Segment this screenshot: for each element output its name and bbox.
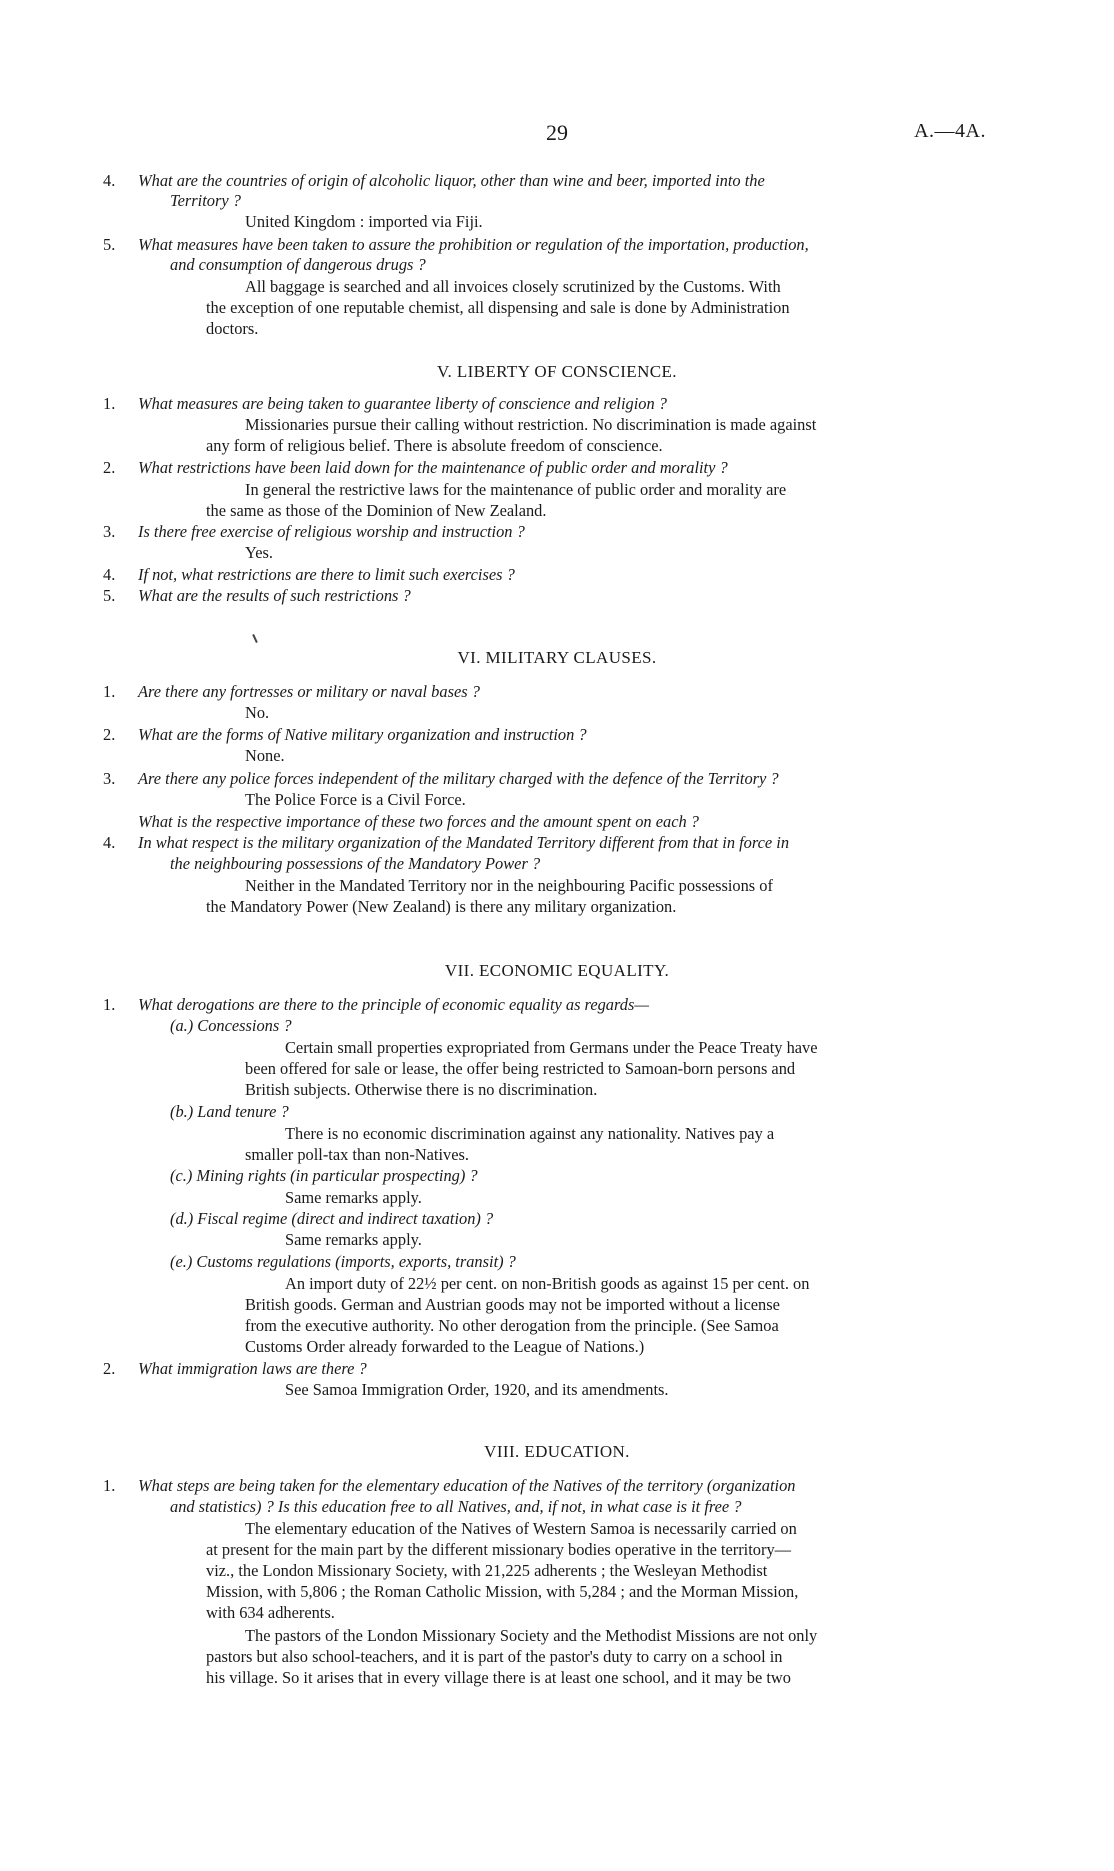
answer-text: doctors. <box>206 319 259 338</box>
answer-text: British goods. German and Austrian goods may not be imported without a license <box>245 1295 780 1314</box>
question-number: 4. <box>103 833 116 852</box>
question-number: 3. <box>103 522 116 541</box>
answer-text: None. <box>245 746 285 765</box>
question-number: 5. <box>103 586 116 605</box>
question-number: 2. <box>103 725 116 744</box>
stray-mark <box>252 634 258 643</box>
question-text: and statistics) ? Is this education free to all Natives, and, if not, in what case is it free ? <box>170 1497 742 1516</box>
body-text: viz., the London Missionary Society, with 21,225 adherents ; the Wesleyan Methodist <box>206 1561 768 1580</box>
answer-text: See Samoa Immigration Order, 1920, and its amendments. <box>285 1380 669 1399</box>
answer-text: In general the restrictive laws for the maintenance of public order and morality are <box>245 480 787 499</box>
answer-text: All baggage is searched and all invoices closely scrutinized by the Customs. With <box>245 277 781 296</box>
question-number: 2. <box>103 1359 116 1378</box>
section-heading: VII. ECONOMIC EQUALITY. <box>444 961 670 980</box>
question-text: What immigration laws are there ? <box>138 1359 367 1378</box>
question-text: Are there any fortresses or military or naval bases ? <box>138 682 480 701</box>
section-heading: VI. MILITARY CLAUSES. <box>457 648 657 667</box>
question-number: 5. <box>103 235 116 254</box>
question-text: Are there any police forces independent of the military charged with the defence of the Territory ? <box>138 769 779 788</box>
question-number: 1. <box>103 682 116 701</box>
question-text: What steps are being taken for the elementary education of the Natives of the territory (organization <box>138 1476 796 1495</box>
answer-text: The Police Force is a Civil Force. <box>245 790 466 809</box>
question-text: the neighbouring possessions of the Mandatory Power ? <box>170 854 541 873</box>
answer-text: No. <box>245 703 270 722</box>
question-text: What derogations are there to the principle of economic equality as regards— <box>138 995 649 1014</box>
question-number: 1. <box>103 995 116 1014</box>
answer-text: Certain small properties expropriated from Germans under the Peace Treaty have <box>285 1038 818 1057</box>
document-reference: A.—4A. <box>914 120 986 142</box>
question-text: Is there free exercise of religious worship and instruction ? <box>138 522 525 541</box>
question-text: What are the forms of Native military organization and instruction ? <box>138 725 587 744</box>
body-text: The pastors of the London Missionary Society and the Methodist Missions are not only <box>245 1626 818 1645</box>
question-number: 1. <box>103 1476 116 1495</box>
sub-question: (b.) Land tenure ? <box>170 1102 289 1121</box>
answer-text: An import duty of 22½ per cent. on non-British goods as against 15 per cent. on <box>285 1274 810 1293</box>
question-text: What are the results of such restrictions ? <box>138 586 411 605</box>
answer-text: the same as those of the Dominion of New Zealand. <box>206 501 547 520</box>
answer-text: smaller poll-tax than non-Natives. <box>245 1145 469 1164</box>
question-text: What measures have been taken to assure the prohibition or regulation of the importation, production, <box>138 235 809 254</box>
page-number: 29 <box>546 120 568 145</box>
answer-text: Same remarks apply. <box>285 1188 422 1207</box>
body-text: with 634 adherents. <box>206 1603 335 1622</box>
question-text: If not, what restrictions are there to limit such exercises ? <box>138 565 515 584</box>
question-text: and consumption of dangerous drugs ? <box>170 255 426 274</box>
question-text: What measures are being taken to guarantee liberty of conscience and religion ? <box>138 394 667 413</box>
answer-text: been offered for sale or lease, the offer being restricted to Samoan-born persons and <box>245 1059 796 1078</box>
answer-text: any form of religious belief. There is absolute freedom of conscience. <box>206 436 663 455</box>
answer-text: the exception of one reputable chemist, all dispensing and sale is done by Administration <box>206 298 790 317</box>
answer-text: the Mandatory Power (New Zealand) is there any military organization. <box>206 897 677 916</box>
answer-text: British subjects. Otherwise there is no discrimination. <box>245 1080 598 1099</box>
answer-text: Yes. <box>245 543 273 562</box>
question-text: What restrictions have been laid down for the maintenance of public order and morality ? <box>138 458 728 477</box>
answer-text: Same remarks apply. <box>285 1230 422 1249</box>
section-heading: VIII. EDUCATION. <box>484 1442 630 1461</box>
question-number: 4. <box>103 171 116 190</box>
body-text: The elementary education of the Natives of Western Samoa is necessarily carried on <box>245 1519 797 1538</box>
answer-text: There is no economic discrimination against any nationality. Natives pay a <box>285 1124 775 1143</box>
body-text: pastors but also school-teachers, and it is part of the pastor's duty to carry on a school in <box>206 1647 783 1666</box>
question-number: 1. <box>103 394 116 413</box>
body-text: his village. So it arises that in every village there is at least one school, and it may be two <box>206 1668 791 1687</box>
sub-question: (d.) Fiscal regime (direct and indirect taxation) ? <box>170 1209 494 1228</box>
body-text: Mission, with 5,806 ; the Roman Catholic Mission, with 5,284 ; and the Morman Mission, <box>206 1582 799 1601</box>
question-text: Territory ? <box>170 191 241 210</box>
answer-text: Customs Order already forwarded to the League of Nations.) <box>245 1337 645 1356</box>
section-heading: V. LIBERTY OF CONSCIENCE. <box>437 362 677 381</box>
question-text: In what respect is the military organization of the Mandated Territory different from that in force in <box>138 833 790 852</box>
question-number: 4. <box>103 565 116 584</box>
answer-text: Neither in the Mandated Territory nor in the neighbouring Pacific possessions of <box>245 876 773 895</box>
sub-question: (a.) Concessions ? <box>170 1016 292 1035</box>
sub-question: (c.) Mining rights (in particular prospecting) ? <box>170 1166 478 1185</box>
answer-text: Missionaries pursue their calling without restriction. No discrimination is made against <box>245 415 817 434</box>
answer-text: from the executive authority. No other derogation from the principle. (See Samoa <box>245 1316 779 1335</box>
sub-question: (e.) Customs regulations (imports, exports, transit) ? <box>170 1252 516 1271</box>
answer-text: United Kingdom : imported via Fiji. <box>245 212 483 231</box>
body-text: at present for the main part by the different missionary bodies operative in the territory— <box>206 1540 792 1559</box>
question-number: 3. <box>103 769 116 788</box>
question-text: What are the countries of origin of alcoholic liquor, other than wine and beer, imported into the <box>138 171 765 190</box>
question-text: What is the respective importance of these two forces and the amount spent on each ? <box>138 812 699 831</box>
question-number: 2. <box>103 458 116 477</box>
